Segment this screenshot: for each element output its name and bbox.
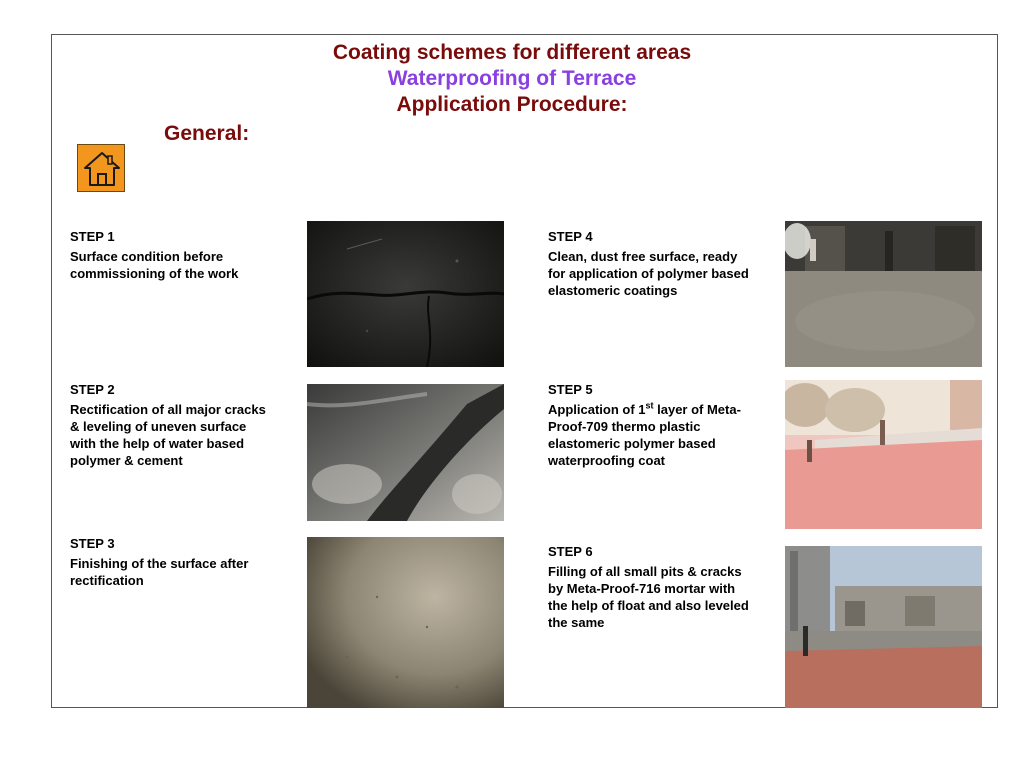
step-5 [548, 381, 753, 469]
step-label: STEP 1 [70, 229, 115, 244]
step-description: Finishing of the surface after rectification [70, 556, 249, 588]
step-5-photo [785, 380, 982, 529]
step-2 [70, 381, 275, 469]
step-3-photo [307, 537, 504, 708]
step-label: STEP 6 [548, 544, 593, 559]
step-description: Rectification of all major cracks & leveling of uneven surface with the help of water based polymer & cement [70, 402, 266, 468]
step-label: STEP 2 [70, 382, 115, 397]
title-block [0, 40, 1024, 118]
section-heading: General: [164, 122, 250, 145]
step-6 [548, 543, 753, 631]
step-description: Application of 1st layer of Meta-Proof-709 thermo plastic elastomeric polymer based waterproofing coat [548, 400, 741, 468]
page-title: Coating schemes for different areas [332, 41, 692, 64]
step-description: Surface condition before commissioning of the work [70, 249, 239, 281]
home-button[interactable] [77, 144, 125, 192]
step-4 [548, 228, 753, 299]
step-label: STEP 3 [70, 536, 115, 551]
step-1-photo [307, 221, 504, 367]
procedure-heading: Application Procedure: [396, 93, 628, 116]
step-label: STEP 4 [548, 229, 593, 244]
step-6-photo [785, 546, 982, 708]
page-subtitle: Waterproofing of Terrace [387, 67, 637, 90]
home-icon [83, 150, 121, 188]
step-description: Filling of all small pits & cracks by Meta-Proof-716 mortar with the help of float and also leveled the same [548, 564, 749, 630]
step-3 [70, 535, 275, 589]
step-1 [70, 228, 275, 282]
step-label: STEP 5 [548, 382, 593, 397]
step-2-photo [307, 384, 504, 521]
step-4-photo [785, 221, 982, 367]
step-description: Clean, dust free surface, ready for application of polymer based elastomeric coatings [548, 249, 749, 298]
